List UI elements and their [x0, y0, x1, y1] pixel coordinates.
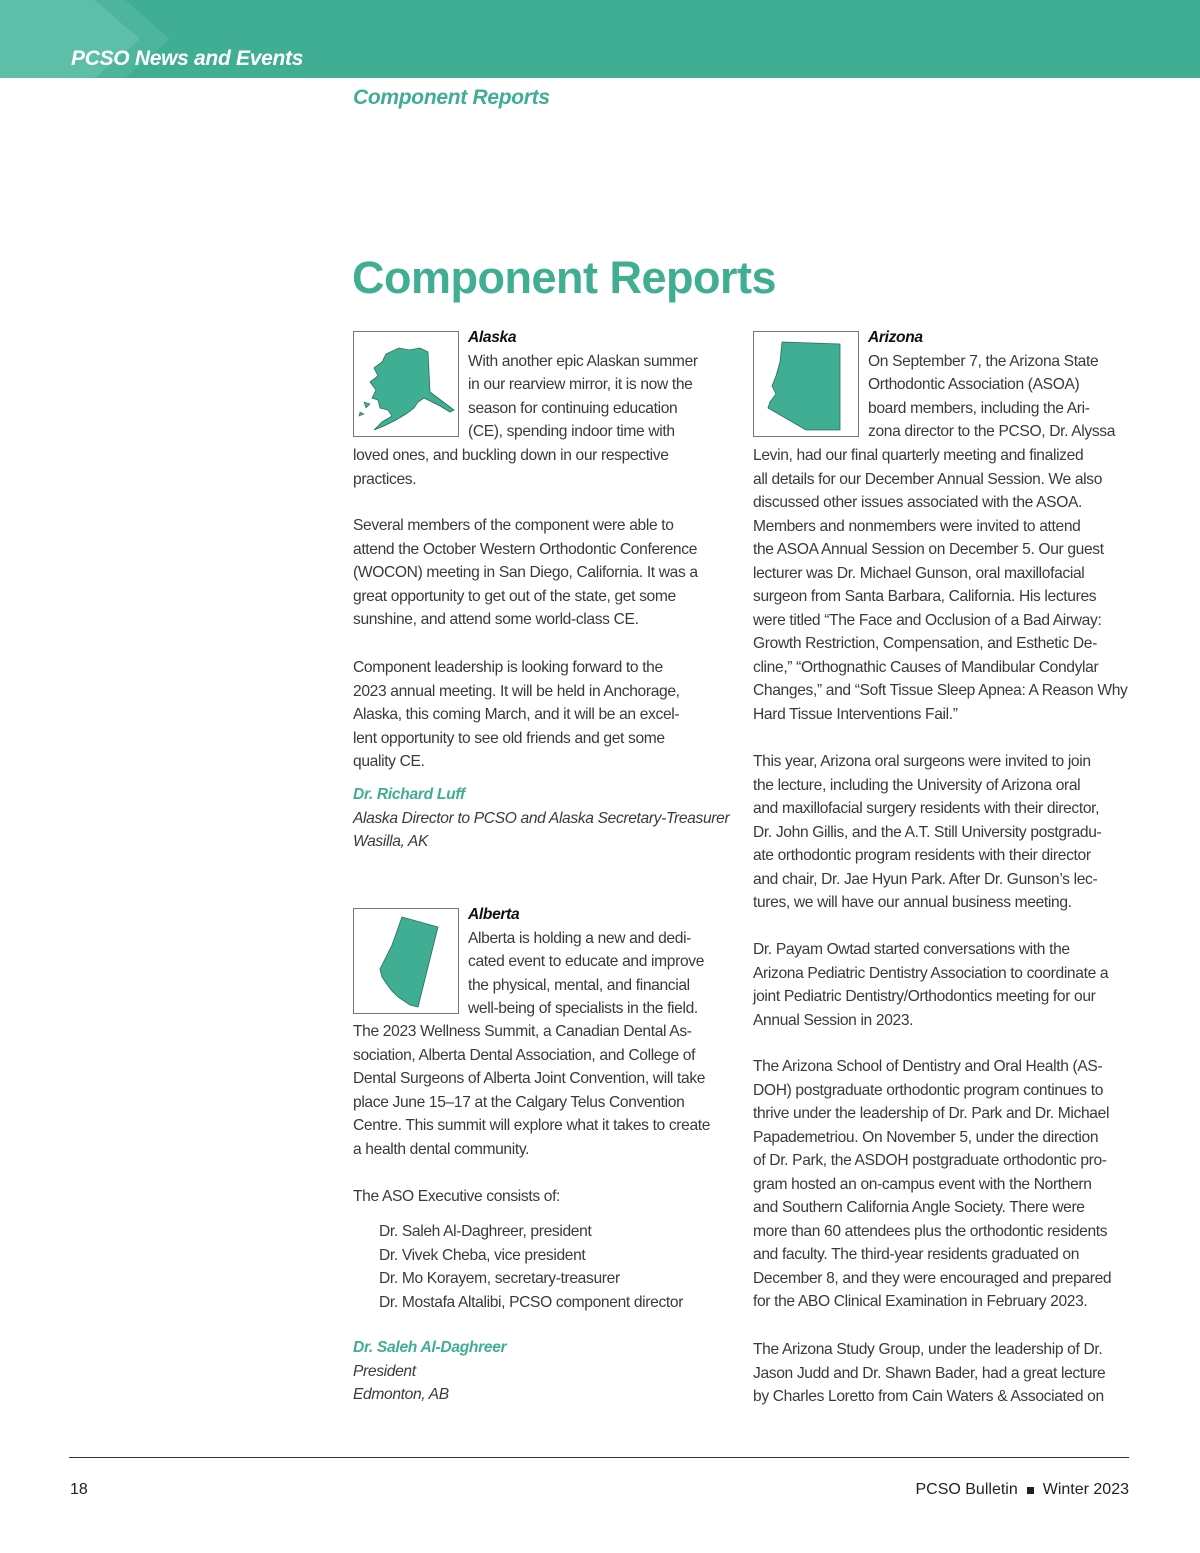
arizona-p5 — [753, 1338, 1105, 1409]
arizona-line: surgeon from Santa Barbara, California. His lectures — [753, 588, 1097, 605]
arizona-line: ate orthodontic program residents with their director — [753, 847, 1091, 864]
arizona-line: DOH) postgraduate orthodontic program continues to — [753, 1081, 1104, 1099]
alaska-line: lent opportunity to see old friends and get some — [353, 729, 665, 747]
alaska-line: attend the October Western Orthodontic Conference — [353, 540, 698, 558]
arizona-line: the lecture, including the University of Arizona oral — [753, 776, 1081, 794]
arizona-line: discussed other issues associated with the ASOA. — [753, 494, 1083, 511]
arizona-heading: Arizona — [868, 329, 923, 346]
arizona-line: board members, including the Ari- — [868, 399, 1090, 417]
arizona-line: Arizona Pediatric Dentistry Association to coordinate a — [753, 964, 1109, 982]
alaska-p3 — [353, 656, 680, 774]
alaska-heading-block — [468, 326, 698, 444]
alaska-line: practices. — [353, 470, 417, 488]
arizona-line: and maxillofacial surgery residents with their director, — [753, 800, 1100, 817]
arizona-line: Changes,” and “Soft Tissue Sleep Apnea: A Reason Why — [753, 682, 1128, 699]
arizona-line: zona director to the PCSO, Dr. Alyssa — [868, 423, 1116, 440]
arizona-heading-block — [868, 326, 1115, 444]
square-bullet-icon — [1027, 1487, 1034, 1494]
arizona-line: Orthodontic Association (ASOA) — [868, 376, 1080, 393]
publication-name: PCSO Bulletin — [915, 1481, 1018, 1498]
arizona-line: Members and nonmembers were invited to attend — [753, 517, 1081, 535]
arizona-line: Hard Tissue Interventions Fail.” — [753, 705, 958, 723]
executive-item: Dr. Mostafa Altalibi, PCSO component director — [379, 1293, 684, 1311]
page-title: Component Reports — [352, 252, 776, 303]
alaska-line: (CE), spending indoor time with — [468, 423, 675, 440]
alaska-line: Component leadership is looking forward to the — [353, 659, 663, 676]
arizona-line: Annual Session in 2023. — [753, 1011, 914, 1029]
alberta-p1-rest — [353, 1020, 710, 1161]
issue-label: Winter 2023 — [1042, 1481, 1129, 1498]
arizona-line: thrive under the leadership of Dr. Park and Dr. Michael — [753, 1105, 1110, 1122]
arizona-line: Dr. John Gillis, and the A.T. Still University postgradu- — [753, 823, 1102, 841]
arizona-line: This year, Arizona oral surgeons were invited to join — [753, 753, 1091, 770]
arizona-line: The Arizona School of Dentistry and Oral Health (AS- — [753, 1058, 1103, 1075]
alaska-p1-rest — [353, 444, 669, 491]
alberta-heading: Alberta — [468, 906, 520, 923]
arizona-line: Jason Judd and Dr. Shawn Bader, had a great lecture — [753, 1364, 1106, 1382]
alberta-line: a health dental community. — [353, 1140, 530, 1158]
alaska-line: loved ones, and buckling down in our respective — [353, 447, 669, 464]
executive-item: Dr. Vivek Cheba, vice president — [379, 1246, 586, 1264]
arizona-line: and chair, Dr. Jae Hyun Park. After Dr. Gunson’s lec- — [753, 870, 1098, 888]
arizona-line: all details for our December Annual Session. We also — [753, 470, 1103, 488]
alberta-map — [353, 908, 459, 1014]
alberta-signature-name: Dr. Saleh Al-Daghreer — [353, 1339, 507, 1356]
arizona-line: Papademetriou. On November 5, under the direction — [753, 1128, 1099, 1146]
alaska-line: season for continuing education — [468, 399, 678, 417]
arizona-map — [753, 331, 859, 437]
arizona-line: the ASOA Annual Session on December 5. Our guest — [753, 541, 1104, 558]
alberta-map-icon — [354, 909, 458, 1013]
arizona-line: by Charles Loretto from Cain Waters & Associated on — [753, 1388, 1104, 1405]
alberta-line: cated event to educate and improve — [468, 953, 705, 970]
alaska-signature-title: Alaska Director to PCSO and Alaska Secretary-Treasurer — [353, 810, 730, 827]
arizona-line: more than 60 attendees plus the orthodontic residents — [753, 1222, 1108, 1240]
footer-divider — [69, 1457, 1129, 1458]
alberta-line: sociation, Alberta Dental Association, and College of — [353, 1046, 696, 1064]
arizona-line: of Dr. Park, the ASDOH postgraduate orthodontic pro- — [753, 1152, 1107, 1169]
arizona-line: were titled “The Face and Occlusion of a Bad Airway: — [753, 611, 1102, 629]
alaska-line: great opportunity to get out of the state, get some — [353, 587, 676, 605]
arizona-line: Growth Restriction, Compensation, and Esthetic De- — [753, 635, 1097, 652]
alaska-line: Several members of the component were able to — [353, 517, 674, 534]
arizona-p1-rest — [753, 444, 1127, 726]
alberta-signature-location: Edmonton, AB — [353, 1386, 449, 1403]
footer-publication — [915, 1481, 1129, 1499]
alberta-line: Dental Surgeons of Alberta Joint Convention, will take — [353, 1070, 706, 1087]
alaska-line: sunshine, and attend some world-class CE. — [353, 611, 639, 628]
alaska-heading: Alaska — [468, 329, 517, 346]
alberta-line: well-being of specialists in the field. — [468, 1000, 698, 1017]
alberta-line: The ASO Executive consists of: — [353, 1188, 561, 1205]
alberta-line: The 2023 Wellness Summit, a Canadian Dental As- — [353, 1023, 692, 1040]
alberta-line: Centre. This summit will explore what it takes to create — [353, 1117, 711, 1134]
subsection-label: Component Reports — [353, 86, 550, 109]
alberta-line: Alberta is holding a new and dedi- — [468, 929, 692, 947]
alaska-signature-location: Wasilla, AK — [353, 833, 429, 850]
arizona-line: lecturer was Dr. Michael Gunson, oral maxillofacial — [753, 564, 1085, 582]
alberta-line: place June 15–17 at the Calgary Telus Convention — [353, 1093, 685, 1111]
alberta-p2 — [353, 1185, 560, 1209]
alaska-map-icon — [354, 332, 458, 436]
alaska-line: Alaska, this coming March, and it will be an excel- — [353, 706, 680, 723]
arizona-line: Levin, had our final quarterly meeting and finalized — [753, 447, 1084, 464]
alaska-line: (WOCON) meeting in San Diego, California. It was a — [353, 564, 698, 581]
arizona-line: tures, we will have our annual business meeting. — [753, 894, 1072, 911]
arizona-map-icon — [754, 332, 858, 436]
arizona-p3 — [753, 938, 1108, 1032]
arizona-line: joint Pediatric Dentistry/Orthodontics meeting for our — [753, 988, 1096, 1005]
arizona-line: Dr. Payam Owtad started conversations with the — [753, 941, 1070, 958]
arizona-line: December 8, and they were encouraged and prepared — [753, 1269, 1112, 1287]
alaska-line: quality CE. — [353, 753, 425, 770]
alaska-line: With another epic Alaskan summer — [468, 352, 698, 370]
section-label: PCSO News and Events — [71, 47, 304, 70]
arizona-line: for the ABO Clinical Examination in February 2023. — [753, 1293, 1088, 1310]
alberta-line: the physical, mental, and financial — [468, 976, 690, 994]
executive-item: Dr. Mo Korayem, secretary-treasurer — [379, 1270, 620, 1287]
arizona-line: The Arizona Study Group, under the leadership of Dr. — [753, 1341, 1103, 1358]
arizona-line: and faculty. The third-year residents graduated on — [753, 1246, 1080, 1263]
page-number: 18 — [70, 1481, 88, 1498]
arizona-line: gram hosted an on-campus event with the Northern — [753, 1175, 1092, 1193]
arizona-line: and Southern California Angle Society. There were — [753, 1199, 1085, 1216]
executive-list — [379, 1220, 683, 1314]
arizona-line: On September 7, the Arizona State — [868, 352, 1099, 370]
executive-item: Dr. Saleh Al-Daghreer, president — [379, 1223, 592, 1240]
arizona-p4 — [753, 1055, 1111, 1314]
arizona-line: cline,” “Orthognathic Causes of Mandibular Condylar — [753, 658, 1099, 676]
arizona-p2 — [753, 750, 1101, 915]
alberta-signature-title: President — [353, 1363, 416, 1380]
alberta-heading-block — [468, 903, 704, 1021]
alaska-line: in our rearview mirror, it is now the — [468, 376, 693, 393]
alaska-p2 — [353, 514, 698, 632]
alaska-line: 2023 annual meeting. It will be held in Anchorage, — [353, 682, 680, 700]
alaska-signature-name: Dr. Richard Luff — [353, 786, 465, 803]
alaska-map — [353, 331, 459, 437]
